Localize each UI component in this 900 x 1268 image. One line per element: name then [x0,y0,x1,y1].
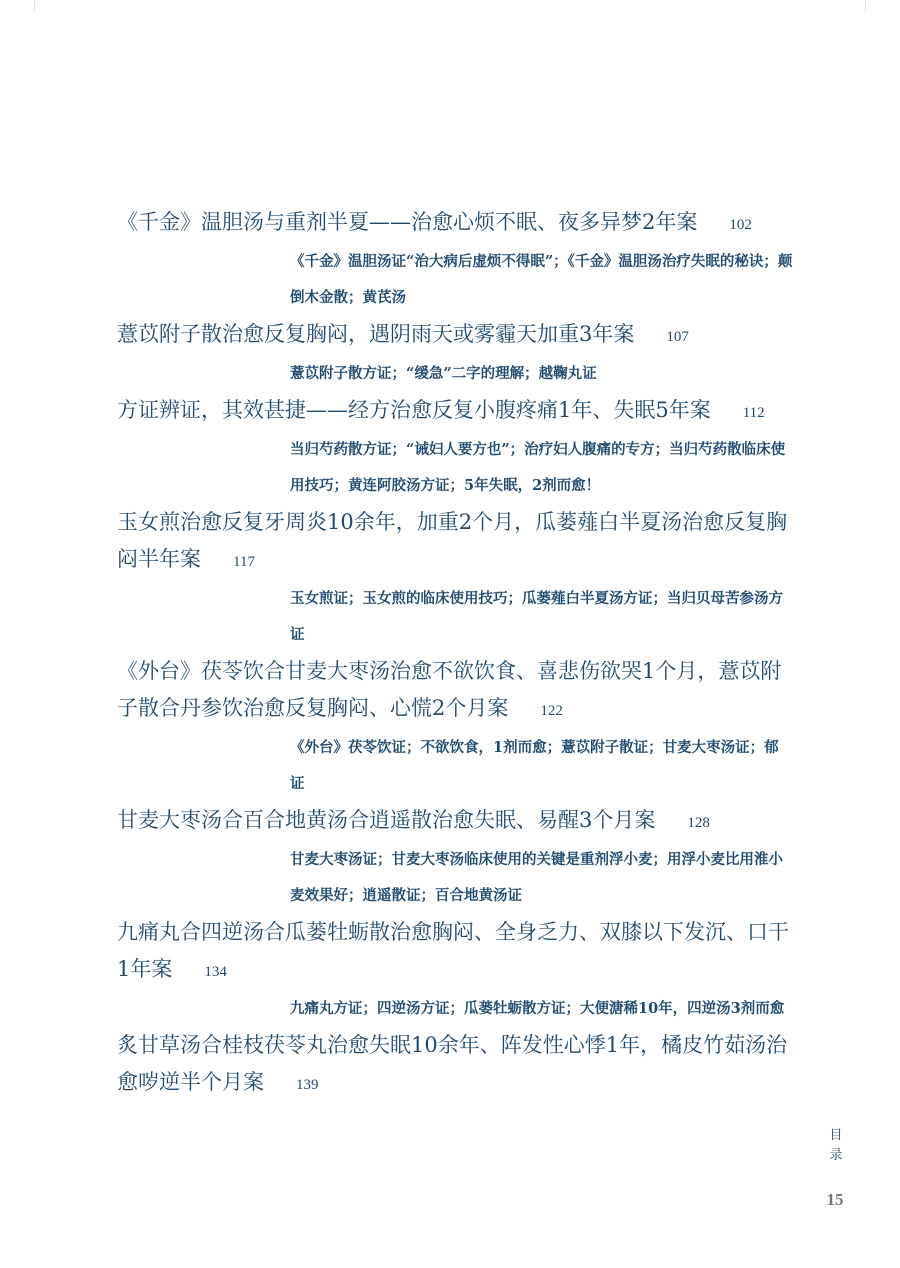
toc-entry-title-text: 薏苡附子散治愈反复胸闷，遇阴雨天或雾霾天加重3年案 [117,322,635,346]
toc-entry-title-text: 《千金》温胆汤与重剂半夏——治愈心烦不眠、夜多异梦2年案 [117,210,698,234]
toc-entry-title-text: 玉女煎治愈反复牙周炎10余年，加重2个月，瓜蒌薤白半夏汤治愈反复胸闷半年案 [117,510,788,571]
toc-entry[interactable] [117,204,793,316]
toc-entry-page: 117 [233,554,255,570]
toc-entry-description: 当归芍药散方证；“诫妇人要方也”；治疗妇人腹痛的专方；当归芍药散临床使用技巧；黄连阿胶汤方证；5年失眠，2剂而愈！ [290,441,786,494]
toc-entry-page: 134 [204,964,227,980]
toc-entry[interactable] [117,914,793,1027]
toc-entry-description: 玉女煎证；玉女煎的临床使用技巧；瓜蒌薤白半夏汤方证；当归贝母苦参汤方证 [290,590,783,643]
crop-mark-left [0,0,35,12]
toc-entry-page: 122 [540,703,563,719]
page-number: 15 [826,1190,844,1209]
toc-entry[interactable] [117,653,793,802]
toc-entry-page: 102 [729,217,752,233]
toc-entry-page: 112 [742,405,765,421]
toc-entry-title-text: 九痛丸合四逆汤合瓜蒌牡蛎散治愈胸闷、全身乏力、双膝以下发沉、口干1年案 [117,920,789,981]
toc-entry-title [117,914,793,991]
toc-entry-title-text: 《外台》茯苓饮合甘麦大枣汤治愈不欲饮食、喜悲伤欲哭1个月，薏苡附子散合丹参饮治愈反复胸闷、心慌2个月案 [117,659,782,720]
toc-entry-title [117,316,793,356]
toc-entry-description: 九痛丸方证；四逆汤方证；瓜蒌牡蛎散方证；大便溏稀10年，四逆汤3剂而愈 [290,1000,785,1017]
toc-entry[interactable] [117,802,793,914]
toc-entry-title-text: 方证辨证，其效甚捷——经方治愈反复小腹疼痛1年、失眠5年案 [117,398,711,422]
toc-entry[interactable] [117,1027,793,1104]
toc-entry[interactable] [117,504,793,653]
toc-entry-title [117,504,793,581]
toc-entry-description: 薏苡附子散方证；“缓急”二字的理解；越鞠丸证 [290,365,597,382]
section-tab-char: 目 [829,1128,843,1143]
toc-entry-title [117,392,793,432]
toc-entry-title-text: 甘麦大枣汤合百合地黄汤合逍遥散治愈失眠、易醒3个月案 [117,808,656,832]
toc-entry-title [117,653,793,730]
toc-entry-title-text: 炙甘草汤合桂枝茯苓丸治愈失眠10余年、阵发性心悸1年，橘皮竹茹汤治愈哕逆半个月案 [117,1033,788,1094]
toc-entry-description: 《千金》温胆汤证“治大病后虚烦不得眠”；《千金》温胆汤治疗失眠的秘诀；颠倒木金散；黄芪汤 [290,253,793,306]
toc-entry-page: 107 [666,329,689,345]
toc-entry-title [117,1027,793,1104]
section-tab [828,1126,844,1166]
toc-entry-description: 《外台》茯苓饮证；不欲饮食，1剂而愈；薏苡附子散证；甘麦大枣汤证；郁证 [290,739,779,792]
toc-entry[interactable] [117,392,793,504]
toc-entry-title [117,802,793,842]
toc-entry-description: 甘麦大枣汤证；甘麦大枣汤临床使用的关键是重剂浮小麦；用浮小麦比用淮小麦效果好；逍遥散证；百合地黄汤证 [290,851,783,904]
section-tab-char: 录 [829,1148,843,1163]
toc-entry-page: 128 [687,815,710,831]
toc-entry-page: 139 [296,1077,319,1093]
toc-entry-title [117,204,793,244]
table-of-contents [117,204,793,1104]
toc-entry[interactable] [117,316,793,392]
crop-mark-right [865,0,900,12]
